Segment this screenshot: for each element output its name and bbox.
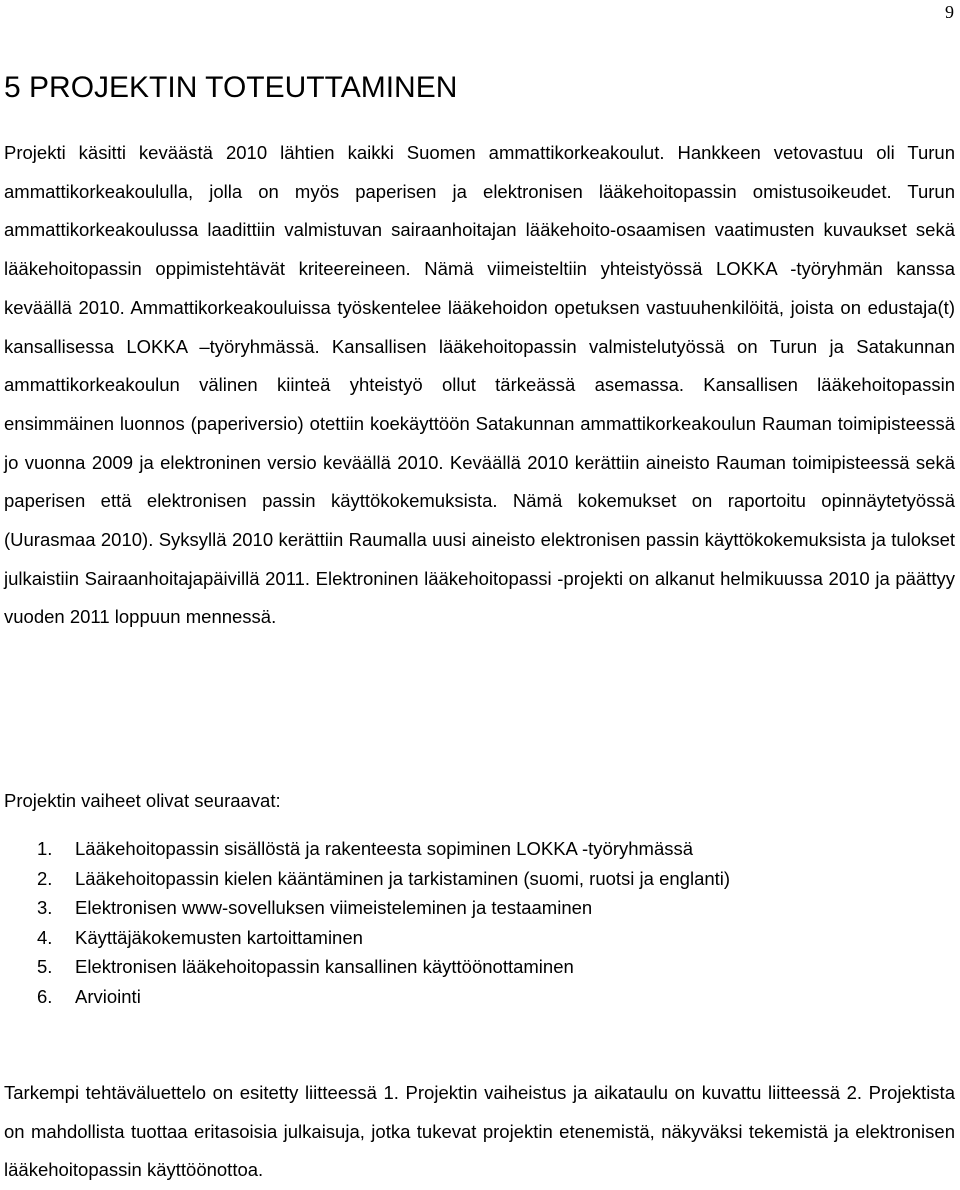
list-item-text: Käyttäjäkokemusten kartoittaminen [75, 926, 363, 948]
phases-intro: Projektin vaiheet olivat seuraavat: [4, 790, 281, 811]
page-number: 9 [945, 2, 954, 22]
intro-paragraph: Projekti käsitti keväästä 2010 lähtien kaikki Suomen ammattikorkeakoulut. Hankkeen vetovastuu oli Turun ammattikorkeakoululla, jolla on myös paperisen ja elektronisen lääkehoitopassin omistusoikeudet. Turun ammattikorkeakoulussa laadittiin valmistuvan sairaanhoitajan lääkehoito-osaamisen vaatimusten kuvaukset sekä lääkehoitopassin oppimistehtävät kriteereineen. Nämä viimeisteltiin yhteistyössä LOKKA -työryhmän kanssa keväällä 2010. Ammattikorkeakouluissa työskentelee lääkehoidon opetuksen vastuuhenkilöitä, joista on edustaja(t) kansallisessa LOKKA –työryhmässä. Kansallisen lääkehoitopassin valmistelutyössä on Turun ja Satakunnan ammattikorkeakoulun välinen kiinteä yhteistyö ollut tärkeässä asemassa. Kansallisen lääkehoitopassin ensimmäinen luonnos (paperiversio) otettiin koekäyttöön Satakunnan ammattikorkeakoulun Rauman toimipisteessä jo vuonna 2009 ja elektroninen versio keväällä 2010. Keväällä 2010 kerättiin aineisto Rauman toimipisteessä sekä paperisen että elektronisen passin käyttökokemuksista. Nämä kokemukset on raportoitu opinnäytetyössä (Uurasmaa 2010). Syksyllä 2010 kerättiin Raumalla uusi aineisto elektronisen passin käyttökokemuksista ja tulokset julkaistiin Sairaanhoitajapäivillä 2011. Elektroninen lääkehoitopassi -projekti on alkanut helmikuussa 2010 ja päättyy vuoden 2011 loppuun mennessä. [4, 142, 955, 628]
list-item-number: 6. [37, 985, 53, 1007]
list-item-number: 5. [37, 956, 53, 978]
list-item-number: 2. [37, 867, 53, 889]
closing-paragraph: Tarkempi tehtäväluettelo on esitetty liitteessä 1. Projektin vaiheistus ja aikataulu on kuvattu liitteessä 2. Projektista on mahdollista tuottaa eritasoisia julkaisuja, jotka tukevat projektin etenemistä, näkyväksi tekemistä ja elektronisen lääkehoitopassin käyttöönottoa. [4, 1082, 955, 1181]
list-item [4, 923, 730, 953]
list-item-text: Arviointi [75, 985, 141, 1007]
list-item [4, 834, 730, 864]
list-item [4, 864, 730, 894]
list-item-text: Lääkehoitopassin sisällöstä ja rakenteesta sopiminen LOKKA -työryhmässä [75, 838, 694, 859]
list-item-number: 4. [37, 926, 53, 948]
list-item-number: 1. [37, 838, 53, 859]
list-item-number: 3. [37, 897, 53, 919]
list-item-text: Elektronisen lääkehoitopassin kansallinen käyttöönottaminen [75, 956, 574, 978]
list-item-text: Elektronisen www-sovelluksen viimeisteleminen ja testaaminen [75, 897, 593, 919]
chapter-heading: 5 PROJEKTIN TOTEUTTAMINEN [4, 71, 458, 104]
list-item [4, 893, 730, 923]
list-item [4, 952, 730, 982]
phases-list [4, 834, 730, 1012]
list-item-text: Lääkehoitopassin kielen kääntäminen ja tarkistaminen (suomi, ruotsi ja englanti) [75, 867, 731, 889]
list-item [4, 982, 730, 1012]
